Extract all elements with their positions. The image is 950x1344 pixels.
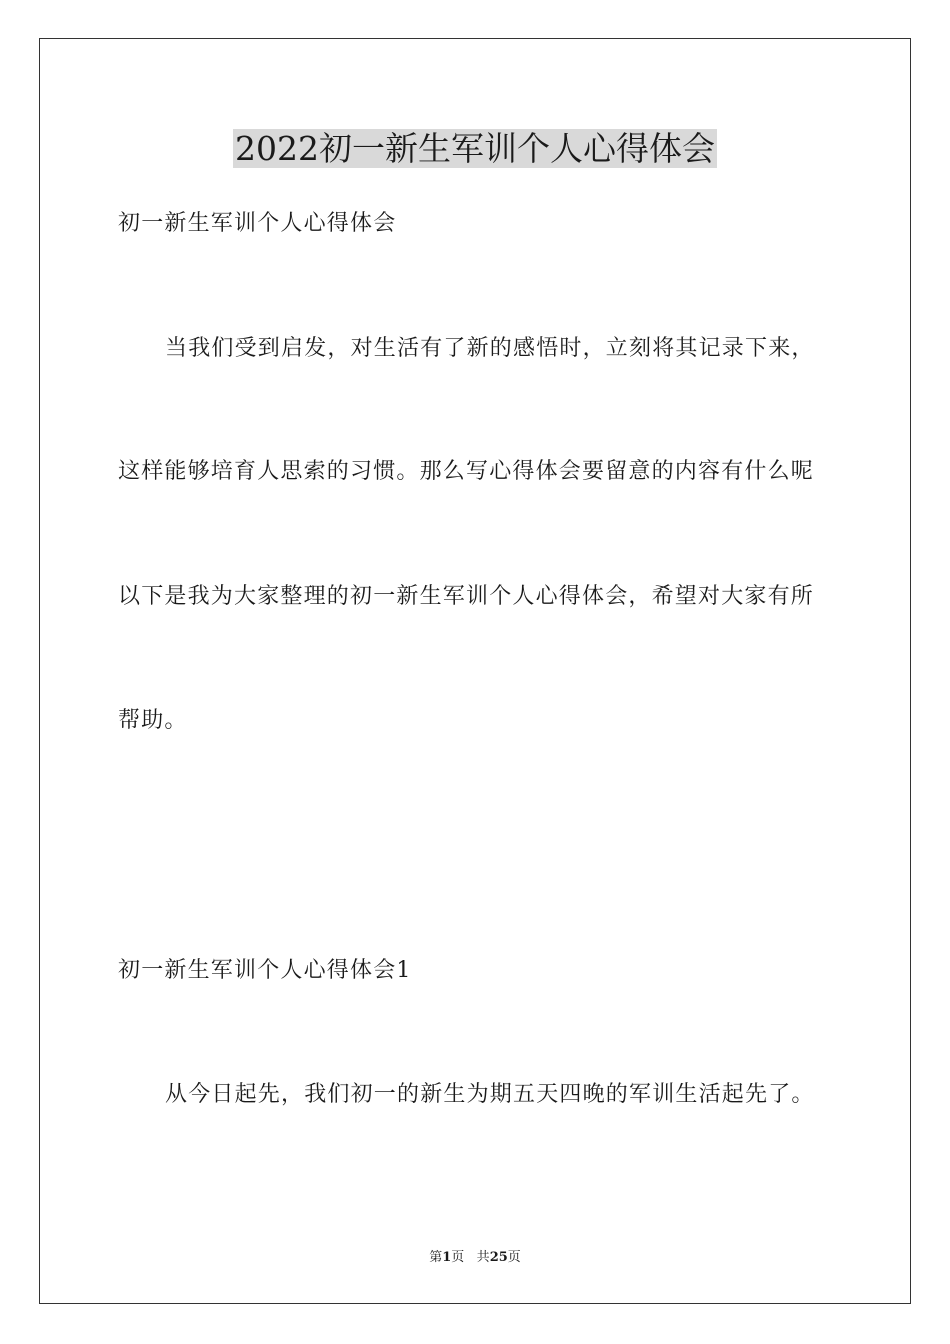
paragraph-line: 从今日起先，我们初一的新生为期五天四晚的军训生活起先了。 <box>165 1082 815 1107</box>
page-unit: 页 <box>451 1250 465 1265</box>
page-prefix: 第 <box>429 1250 443 1265</box>
document-title <box>0 126 950 172</box>
page-total: 25 <box>489 1250 508 1265</box>
paragraph-line: 以下是我为大家整理的初一新生军训个人心得体会，希望对大家有所 <box>118 584 815 609</box>
total-prefix: 共 <box>476 1250 490 1265</box>
paragraph-line: 帮助。 <box>118 708 188 733</box>
document-subtitle: 初一新生军训个人心得体会 <box>118 211 397 236</box>
document-title-text: 2022初一新生军训个人心得体会 <box>235 129 715 168</box>
page-footer <box>0 1249 950 1267</box>
paragraph-line: 当我们受到启发，对生活有了新的感悟时，立刻将其记录下来， <box>165 336 815 361</box>
page-current: 1 <box>442 1250 452 1265</box>
total-unit: 页 <box>507 1250 521 1265</box>
paragraph-line: 这样能够培育人思索的习惯。那么写心得体会要留意的内容有什么呢 <box>118 459 815 484</box>
section-heading: 初一新生军训个人心得体会1 <box>118 958 412 983</box>
